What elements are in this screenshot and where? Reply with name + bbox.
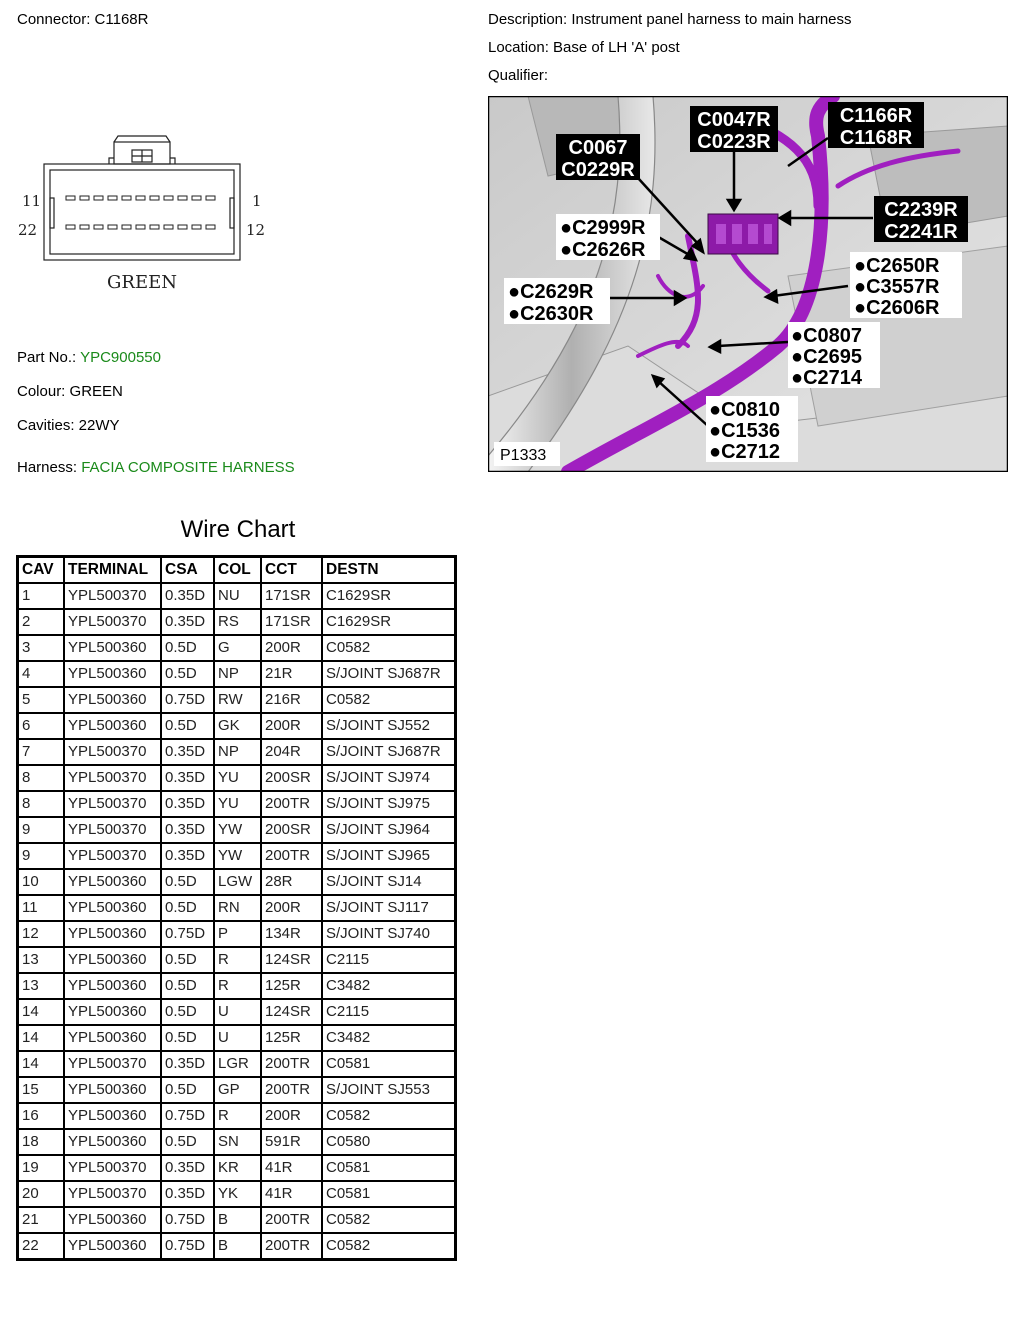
cell-csa: 0.5D: [161, 635, 214, 661]
cell-col: YW: [214, 817, 261, 843]
cell-cav: 22: [18, 1233, 65, 1260]
wire-chart-table: [16, 555, 457, 1261]
cell-csa: 0.35D: [161, 843, 214, 869]
cell-csa: 0.35D: [161, 1181, 214, 1207]
callout-c0807: ●C0807: [791, 325, 863, 347]
cell-destn: C0581: [322, 1155, 456, 1181]
cell-col: RW: [214, 687, 261, 713]
callout-c1536: ●C1536: [709, 420, 781, 442]
cell-destn: C2115: [322, 999, 456, 1025]
cell-col: U: [214, 999, 261, 1025]
cell-cav: 8: [18, 765, 65, 791]
cell-cct: 216R: [261, 687, 322, 713]
cell-csa: 0.75D: [161, 687, 214, 713]
cell-cav: 2: [18, 609, 65, 635]
harness-row: [17, 459, 295, 476]
header-csa: CSA: [161, 557, 214, 584]
part-number-label: Part No.:: [17, 349, 77, 366]
cell-cct: 125R: [261, 973, 322, 999]
cell-csa: 0.35D: [161, 1155, 214, 1181]
part-number-row: [17, 349, 161, 366]
cell-cav: 1: [18, 583, 65, 609]
table-row: [18, 635, 456, 661]
table-row: [18, 609, 456, 635]
cell-terminal: YPL500370: [64, 791, 161, 817]
cell-cav: 5: [18, 687, 65, 713]
cell-destn: S/JOINT SJ552: [322, 713, 456, 739]
cell-terminal: YPL500360: [64, 1233, 161, 1260]
cell-cav: 16: [18, 1103, 65, 1129]
cell-cct: 200R: [261, 713, 322, 739]
photo-reference: P1333: [500, 447, 547, 464]
location-label: Location: Base of LH 'A' post: [488, 39, 680, 56]
header-destn: DESTN: [322, 557, 456, 584]
cell-destn: C0581: [322, 1051, 456, 1077]
cell-col: RS: [214, 609, 261, 635]
cell-csa: 0.5D: [161, 713, 214, 739]
cell-col: B: [214, 1207, 261, 1233]
table-row: [18, 687, 456, 713]
table-row: [18, 1025, 456, 1051]
cell-csa: 0.35D: [161, 739, 214, 765]
cell-cav: 4: [18, 661, 65, 687]
cell-col: YU: [214, 791, 261, 817]
cell-terminal: YPL500360: [64, 895, 161, 921]
cell-cct: 200TR: [261, 843, 322, 869]
cell-col: NP: [214, 661, 261, 687]
cell-terminal: YPL500360: [64, 973, 161, 999]
pin-1-label: 1: [252, 192, 262, 210]
cell-terminal: YPL500360: [64, 869, 161, 895]
table-row: [18, 1181, 456, 1207]
pin-12-label: 12: [246, 221, 266, 239]
table-row: [18, 869, 456, 895]
cell-col: YK: [214, 1181, 261, 1207]
cell-col: G: [214, 635, 261, 661]
cell-csa: 0.35D: [161, 765, 214, 791]
cell-csa: 0.5D: [161, 973, 214, 999]
cell-destn: C3482: [322, 1025, 456, 1051]
cell-terminal: YPL500370: [64, 1155, 161, 1181]
table-row: [18, 765, 456, 791]
cell-cct: 200TR: [261, 791, 322, 817]
table-header-row: [18, 557, 456, 584]
cell-destn: C2115: [322, 947, 456, 973]
cell-terminal: YPL500360: [64, 687, 161, 713]
cell-cav: 14: [18, 1025, 65, 1051]
description-label: Description: Instrument panel harness to main harness: [488, 11, 852, 28]
cell-col: NU: [214, 583, 261, 609]
cell-terminal: YPL500370: [64, 765, 161, 791]
callout-c0229r: C0229R: [561, 159, 635, 181]
table-row: [18, 1103, 456, 1129]
cell-destn: S/JOINT SJ14: [322, 869, 456, 895]
cell-cav: 7: [18, 739, 65, 765]
cell-col: B: [214, 1233, 261, 1260]
cell-csa: 0.5D: [161, 869, 214, 895]
callout-c2714: ●C2714: [791, 367, 863, 389]
cell-cav: 12: [18, 921, 65, 947]
cell-cav: 6: [18, 713, 65, 739]
cell-terminal: YPL500360: [64, 921, 161, 947]
cell-terminal: YPL500360: [64, 713, 161, 739]
callout-c2695: ●C2695: [791, 346, 863, 368]
cell-cct: 125R: [261, 1025, 322, 1051]
callout-c2629r: ●C2629R: [508, 281, 594, 303]
cell-cct: 134R: [261, 921, 322, 947]
cell-cav: 9: [18, 843, 65, 869]
table-row: [18, 661, 456, 687]
callout-c2630r: ●C2630R: [508, 303, 594, 325]
connector-label: Connector: C1168R: [17, 11, 149, 28]
table-row: [18, 843, 456, 869]
callout-c0223r: C0223R: [697, 131, 771, 153]
cell-destn: S/JOINT SJ687R: [322, 739, 456, 765]
cell-col: RN: [214, 895, 261, 921]
table-row: [18, 921, 456, 947]
cell-csa: 0.5D: [161, 895, 214, 921]
wire-chart-title: Wire Chart: [180, 516, 296, 543]
cell-csa: 0.75D: [161, 921, 214, 947]
cell-cav: 20: [18, 1181, 65, 1207]
table-row: [18, 1129, 456, 1155]
table-row: [18, 583, 456, 609]
callout-c2712: ●C2712: [709, 441, 781, 463]
cell-csa: 0.5D: [161, 1025, 214, 1051]
cell-cct: 41R: [261, 1155, 322, 1181]
cell-terminal: YPL500360: [64, 635, 161, 661]
callout-c0067: C0067: [568, 137, 628, 159]
cell-terminal: YPL500360: [64, 947, 161, 973]
cell-csa: 0.35D: [161, 791, 214, 817]
callout-c2241r: C2241R: [884, 221, 958, 243]
cell-cav: 14: [18, 999, 65, 1025]
cell-csa: 0.5D: [161, 661, 214, 687]
cell-destn: S/JOINT SJ117: [322, 895, 456, 921]
cell-cav: 3: [18, 635, 65, 661]
callout-c2650r: ●C2650R: [854, 255, 940, 277]
table-row: [18, 1077, 456, 1103]
cell-cct: 124SR: [261, 947, 322, 973]
cell-terminal: YPL500360: [64, 999, 161, 1025]
cell-destn: C0581: [322, 1181, 456, 1207]
cell-cav: 9: [18, 817, 65, 843]
cell-cct: 28R: [261, 869, 322, 895]
cell-cav: 19: [18, 1155, 65, 1181]
cell-terminal: YPL500360: [64, 661, 161, 687]
cell-cav: 21: [18, 1207, 65, 1233]
cell-destn: C3482: [322, 973, 456, 999]
cell-cct: 41R: [261, 1181, 322, 1207]
cell-csa: 0.35D: [161, 609, 214, 635]
cell-csa: 0.75D: [161, 1233, 214, 1260]
cell-terminal: YPL500360: [64, 1129, 161, 1155]
cell-col: SN: [214, 1129, 261, 1155]
table-row: [18, 1233, 456, 1260]
callout-c2239r: C2239R: [884, 199, 958, 221]
callout-c2626r: ●C2626R: [560, 239, 646, 261]
cell-col: U: [214, 1025, 261, 1051]
cell-terminal: YPL500360: [64, 1207, 161, 1233]
cell-col: YU: [214, 765, 261, 791]
table-row: [18, 791, 456, 817]
callout-c0047r: C0047R: [697, 109, 771, 131]
part-number-value: YPC900550: [80, 349, 161, 366]
harness-label: Harness:: [17, 459, 78, 476]
location-photo: [488, 96, 1008, 472]
cell-terminal: YPL500360: [64, 1077, 161, 1103]
wire-chart-body: [18, 583, 456, 1260]
header-terminal: TERMINAL: [64, 557, 161, 584]
cell-destn: S/JOINT SJ964: [322, 817, 456, 843]
cell-cct: 200SR: [261, 765, 322, 791]
colour-label: Colour: GREEN: [17, 383, 123, 400]
cell-col: R: [214, 947, 261, 973]
cell-cct: 200R: [261, 635, 322, 661]
cell-cct: 204R: [261, 739, 322, 765]
cell-destn: C0582: [322, 687, 456, 713]
cell-csa: 0.5D: [161, 1129, 214, 1155]
cell-destn: S/JOINT SJ740: [322, 921, 456, 947]
cell-destn: C0582: [322, 635, 456, 661]
connector-face-diagram: [14, 132, 284, 302]
cell-col: LGR: [214, 1051, 261, 1077]
cell-cav: 14: [18, 1051, 65, 1077]
cell-destn: C1629SR: [322, 609, 456, 635]
table-row: [18, 739, 456, 765]
table-row: [18, 817, 456, 843]
cell-csa: 0.75D: [161, 1103, 214, 1129]
cell-cct: 171SR: [261, 609, 322, 635]
cell-cct: 124SR: [261, 999, 322, 1025]
cell-csa: 0.35D: [161, 817, 214, 843]
cell-col: KR: [214, 1155, 261, 1181]
cell-cav: 13: [18, 973, 65, 999]
cell-col: YW: [214, 843, 261, 869]
callout-c0810: ●C0810: [709, 399, 781, 421]
cell-csa: 0.5D: [161, 947, 214, 973]
cell-terminal: YPL500370: [64, 739, 161, 765]
cell-destn: S/JOINT SJ974: [322, 765, 456, 791]
callout-c1168r: C1168R: [839, 127, 913, 149]
header-col: COL: [214, 557, 261, 584]
cell-terminal: YPL500370: [64, 1181, 161, 1207]
cell-cct: 21R: [261, 661, 322, 687]
cell-destn: S/JOINT SJ965: [322, 843, 456, 869]
cell-destn: C0582: [322, 1233, 456, 1260]
cell-destn: S/JOINT SJ687R: [322, 661, 456, 687]
cell-destn: C1629SR: [322, 583, 456, 609]
cell-cct: 171SR: [261, 583, 322, 609]
cell-col: NP: [214, 739, 261, 765]
cell-cct: 591R: [261, 1129, 322, 1155]
callout-c3557r: ●C3557R: [854, 276, 940, 298]
cell-cct: 200TR: [261, 1077, 322, 1103]
header-cav: CAV: [18, 557, 65, 584]
cell-csa: 0.35D: [161, 1051, 214, 1077]
callout-c1166r: C1166R: [839, 105, 913, 127]
cell-terminal: YPL500370: [64, 1051, 161, 1077]
cell-destn: S/JOINT SJ975: [322, 791, 456, 817]
cell-terminal: YPL500370: [64, 609, 161, 635]
cell-destn: C0582: [322, 1207, 456, 1233]
connector-color-label: GREEN: [107, 272, 177, 293]
cell-terminal: YPL500360: [64, 1025, 161, 1051]
cell-destn: C0580: [322, 1129, 456, 1155]
pin-11-label: 11: [22, 192, 42, 210]
cell-cct: 200TR: [261, 1207, 322, 1233]
cell-terminal: YPL500360: [64, 1103, 161, 1129]
cell-cct: 200R: [261, 1103, 322, 1129]
table-row: [18, 1051, 456, 1077]
cell-cav: 8: [18, 791, 65, 817]
cell-cct: 200TR: [261, 1233, 322, 1260]
table-row: [18, 1155, 456, 1181]
callout-c2999r: ●C2999R: [560, 217, 646, 239]
cell-csa: 0.75D: [161, 1207, 214, 1233]
cell-terminal: YPL500370: [64, 817, 161, 843]
cell-cct: 200TR: [261, 1051, 322, 1077]
cell-terminal: YPL500370: [64, 843, 161, 869]
cell-col: GP: [214, 1077, 261, 1103]
cell-cct: 200R: [261, 895, 322, 921]
cell-cav: 15: [18, 1077, 65, 1103]
cell-cav: 10: [18, 869, 65, 895]
cell-csa: 0.35D: [161, 583, 214, 609]
cell-col: R: [214, 1103, 261, 1129]
qualifier-label: Qualifier:: [488, 67, 549, 84]
cell-terminal: YPL500370: [64, 583, 161, 609]
table-row: [18, 999, 456, 1025]
table-row: [18, 895, 456, 921]
cell-cct: 200SR: [261, 817, 322, 843]
table-row: [18, 1207, 456, 1233]
cell-cav: 13: [18, 947, 65, 973]
cell-cav: 11: [18, 895, 65, 921]
cell-col: P: [214, 921, 261, 947]
table-row: [18, 947, 456, 973]
cell-col: GK: [214, 713, 261, 739]
cell-csa: 0.5D: [161, 999, 214, 1025]
cell-csa: 0.5D: [161, 1077, 214, 1103]
cavities-label: Cavities: 22WY: [17, 417, 120, 434]
cell-destn: C0582: [322, 1103, 456, 1129]
cell-cav: 18: [18, 1129, 65, 1155]
harness-value: FACIA COMPOSITE HARNESS: [81, 459, 295, 476]
cell-col: R: [214, 973, 261, 999]
callout-c2606r: ●C2606R: [854, 297, 940, 319]
header-cct: CCT: [261, 557, 322, 584]
cell-destn: S/JOINT SJ553: [322, 1077, 456, 1103]
table-row: [18, 713, 456, 739]
table-row: [18, 973, 456, 999]
pin-22-label: 22: [18, 221, 38, 239]
cell-col: LGW: [214, 869, 261, 895]
